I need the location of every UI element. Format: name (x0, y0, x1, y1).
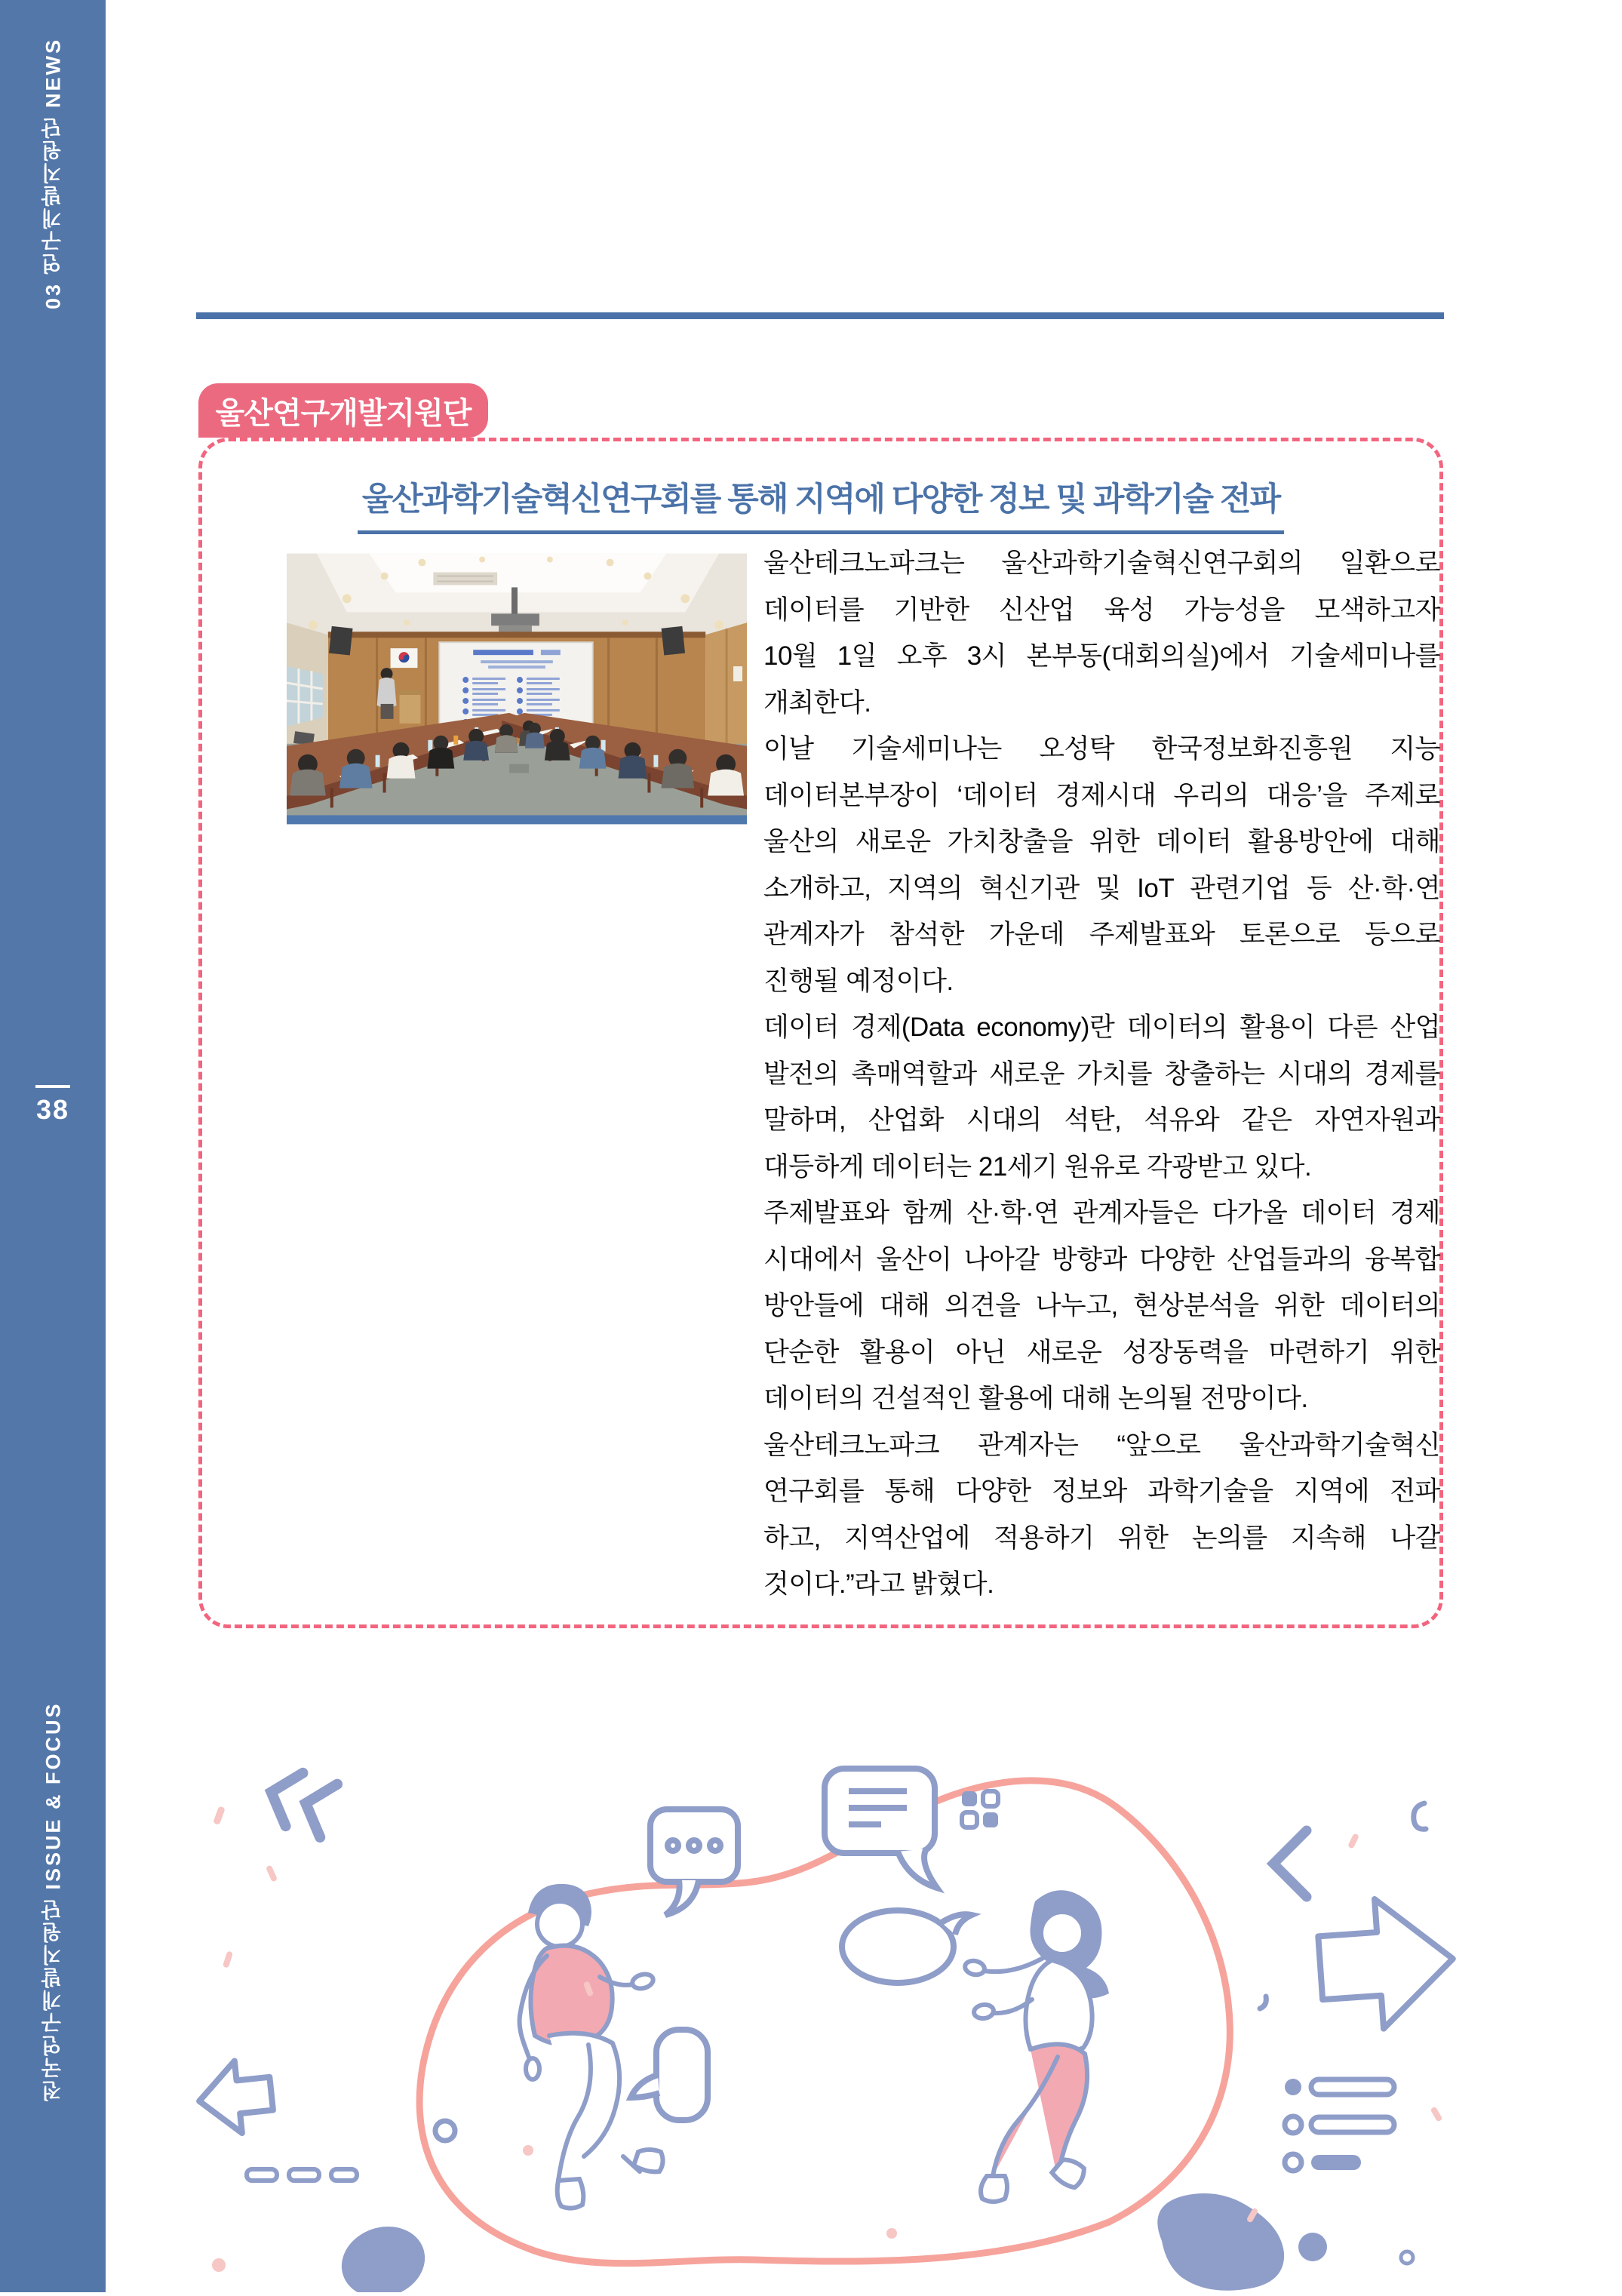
woman-figure (963, 1890, 1109, 2202)
body-line: 진행될 예정이다. (763, 966, 954, 996)
speech-bubble-oval-icon (842, 1910, 972, 1983)
page-number: 38 (35, 1094, 70, 1125)
sidebar (0, 0, 106, 2292)
body-line: 방안들에 대해 의견을 나누고, 현상분석을 위한 데이터의 (763, 1291, 1440, 1320)
body-line: 단순한 활용이 아닌 새로운 성장동력을 마련하기 위한 (763, 1337, 1440, 1367)
body-line: 하고, 지역산업에 적용하기 위한 논의를 지속해 나갈 (763, 1523, 1440, 1553)
blob-oval (333, 2216, 435, 2292)
body-line: 데이터의 건설적인 활용에 대해 논의될 전망이다. (763, 1384, 1308, 1413)
body-line: 소개하고, 지역의 혁신기관 및 IoT 관련기업 등 산·학·연 (763, 873, 1440, 903)
blob-kidney (1157, 2193, 1284, 2291)
page-number-rule (35, 1085, 70, 1088)
grid-icon (962, 1791, 998, 1827)
body-line: 데이터 경제(Data economy)란 데이터의 활용이 다른 산업 (763, 1013, 1440, 1042)
body-line: 울산테크노파크 관계자는 “앞으로 울산과학기술혁신 (763, 1430, 1440, 1460)
body-line: 이날 기술세미나는 오성탁 한국정보화진흥원 지능 (763, 734, 1440, 764)
man-figure (520, 1884, 663, 2208)
page-number-block (0, 1085, 106, 1126)
speech-bubble-lines-icon (825, 1769, 937, 1888)
body-line: 말하며, 산업화 시대의 석탄, 석유와 같은 자연자원과 (763, 1105, 1440, 1135)
right-arrow-icon (1316, 1894, 1458, 2033)
speech-bubble-dots-icon (650, 1809, 738, 1915)
footer-illustration (106, 1758, 1622, 2292)
article-body (763, 540, 1440, 1608)
list-icon (1285, 2079, 1394, 2171)
body-line: 시대에서 울산이 나아갈 방향과 다양한 산업들과의 융복합 (763, 1244, 1440, 1274)
body-line: 울산테크노파크는 울산과학기술혁신연구회의 일환으로 (763, 549, 1440, 578)
tick-icon (1260, 1996, 1266, 2009)
body-line: 울산의 새로운 가치창출을 위한 데이터 활용방안에 대해 (763, 827, 1440, 856)
people-talking-illustration (106, 1758, 1622, 2292)
chevron-left-icon (1273, 1830, 1307, 1897)
sidebar-issue-label: 전국연구개발지원단 ISSUE & FOCUS (41, 1701, 65, 2101)
blob-dot (1298, 2233, 1327, 2261)
body-line: 발전의 촉매역할과 새로운 가치를 창출하는 시대의 경제를 (763, 1059, 1440, 1089)
header-rule (196, 312, 1444, 319)
double-chevron-icon (263, 1766, 337, 1837)
speech-bubble-small-icon (631, 2030, 708, 2120)
sidebar-section-label: 03 연구개발지원단 NEWS (41, 37, 65, 310)
confetti (212, 1806, 1442, 2272)
left-arrow-icon (195, 2058, 275, 2138)
body-line: 개최한다. (763, 687, 871, 718)
body-line: 10월 1일 오후 3시 본부동(대회의실)에서 기술세미나를 (763, 641, 1440, 671)
squiggle-icon (1414, 1803, 1426, 1829)
body-line: 데이터를 기반한 신산업 육성 가능성을 모색하고자 (763, 595, 1440, 625)
region-badge: 울산연구개발지원단 (198, 383, 488, 438)
article-photo (287, 553, 747, 825)
body-line: 것이다.”라고 밝혔다. (763, 1569, 994, 1599)
body-line: 데이터본부장이 ‘데이터 경제시대 우리의 대응’을 주제로 (763, 780, 1440, 810)
body-line: 대등하게 데이터는 21세기 원유로 각광받고 있다. (763, 1151, 1312, 1182)
body-line: 연구회를 통해 다양한 정보와 과학기술을 지역에 전파 (763, 1477, 1440, 1506)
circle-icon (435, 2121, 455, 2141)
meeting-room-photo-illustration (287, 553, 747, 825)
dashes-icon (247, 2169, 357, 2181)
article-title: 울산과학기술혁신연구회를 통해 지역에 다양한 정보 및 과학기술 전파 (214, 474, 1428, 534)
body-line: 주제발표와 함께 산·학·연 관계자들은 다가올 데이터 경제 (763, 1198, 1440, 1228)
body-line: 관계자가 참석한 가운데 주제발표와 토론으로 등으로 (763, 920, 1440, 949)
